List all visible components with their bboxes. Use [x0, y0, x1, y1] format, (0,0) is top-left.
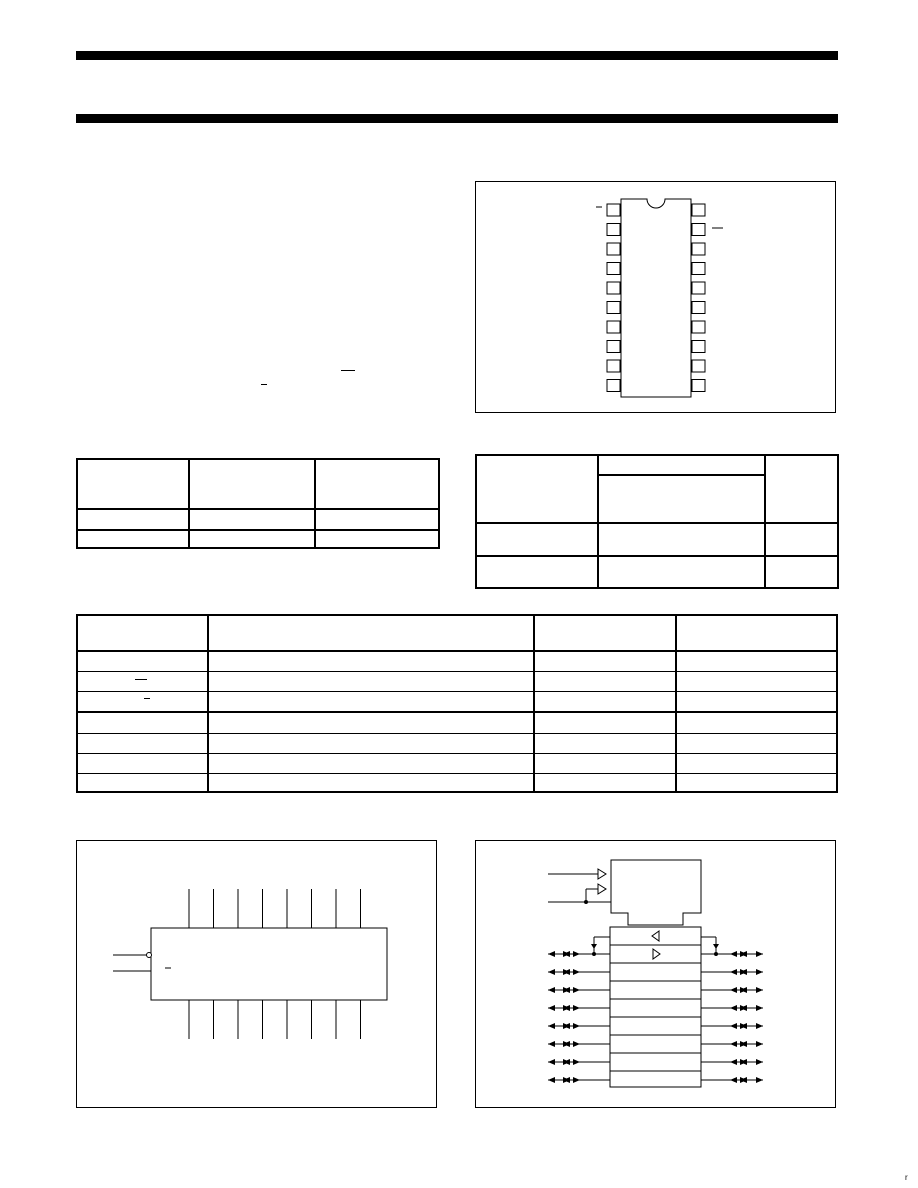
port-b [701, 951, 763, 957]
port-b [701, 987, 763, 993]
ordering-table [76, 458, 440, 549]
left-pins [607, 204, 620, 392]
pin-pad-right [692, 341, 705, 353]
right-pins [692, 204, 705, 392]
pin-pad-right [692, 380, 705, 392]
logic-bottom-pins [189, 1000, 361, 1039]
logic-top-pins [189, 889, 361, 928]
pin-description-table [76, 614, 838, 793]
inversion-bubble [147, 953, 152, 958]
title-rule [76, 114, 838, 123]
port-a [548, 951, 610, 957]
logic-diagram-panel [475, 840, 836, 1108]
logic-symbol-body [151, 928, 387, 1000]
pin-configuration-diagram [476, 182, 837, 414]
corner-mark: r [905, 1173, 908, 1182]
port-a [548, 1005, 610, 1011]
pin-pad-left [607, 263, 620, 275]
pin-pad-left [607, 380, 620, 392]
chip-body [621, 199, 691, 397]
pin-pad-right [692, 224, 705, 236]
port-b [701, 1077, 763, 1083]
port-b [701, 1041, 763, 1047]
pin-pad-right [692, 263, 705, 275]
port-a [548, 1041, 610, 1047]
port-b [701, 969, 763, 975]
package-table [475, 454, 839, 589]
pin-pad-left [607, 204, 620, 216]
port-b [701, 1023, 763, 1029]
port-a [548, 1077, 610, 1083]
logic-symbol-panel [76, 840, 437, 1108]
port-a [548, 987, 610, 993]
overline-mark [261, 384, 267, 385]
pin-pad-left [607, 224, 620, 236]
overline-mark [144, 698, 150, 699]
pin-pad-right [692, 204, 705, 216]
port-a [548, 1059, 610, 1065]
buffer-rows [610, 963, 701, 1071]
pin-pad-left [607, 302, 620, 314]
pin-pad-left [607, 243, 620, 255]
pin-pad-left [607, 321, 620, 333]
pin-pad-right [692, 282, 705, 294]
control-block [611, 860, 701, 925]
pin-pad-right [692, 321, 705, 333]
pin-pad-right [692, 243, 705, 255]
pin-pad-right [692, 360, 705, 372]
pin-pad-left [607, 360, 620, 372]
overline-mark [341, 370, 355, 371]
port-b [701, 1059, 763, 1065]
overline-mark [135, 679, 147, 680]
port-a [548, 1023, 610, 1029]
logic-diagram [476, 841, 837, 1109]
pin-configuration-panel [475, 181, 836, 413]
port-b [701, 1005, 763, 1011]
logic-symbol-diagram [77, 841, 438, 1109]
top-rule [76, 51, 838, 60]
pin-pad-left [607, 282, 620, 294]
pin-pad-left [607, 341, 620, 353]
pin-pad-right [692, 302, 705, 314]
port-a [548, 969, 610, 975]
